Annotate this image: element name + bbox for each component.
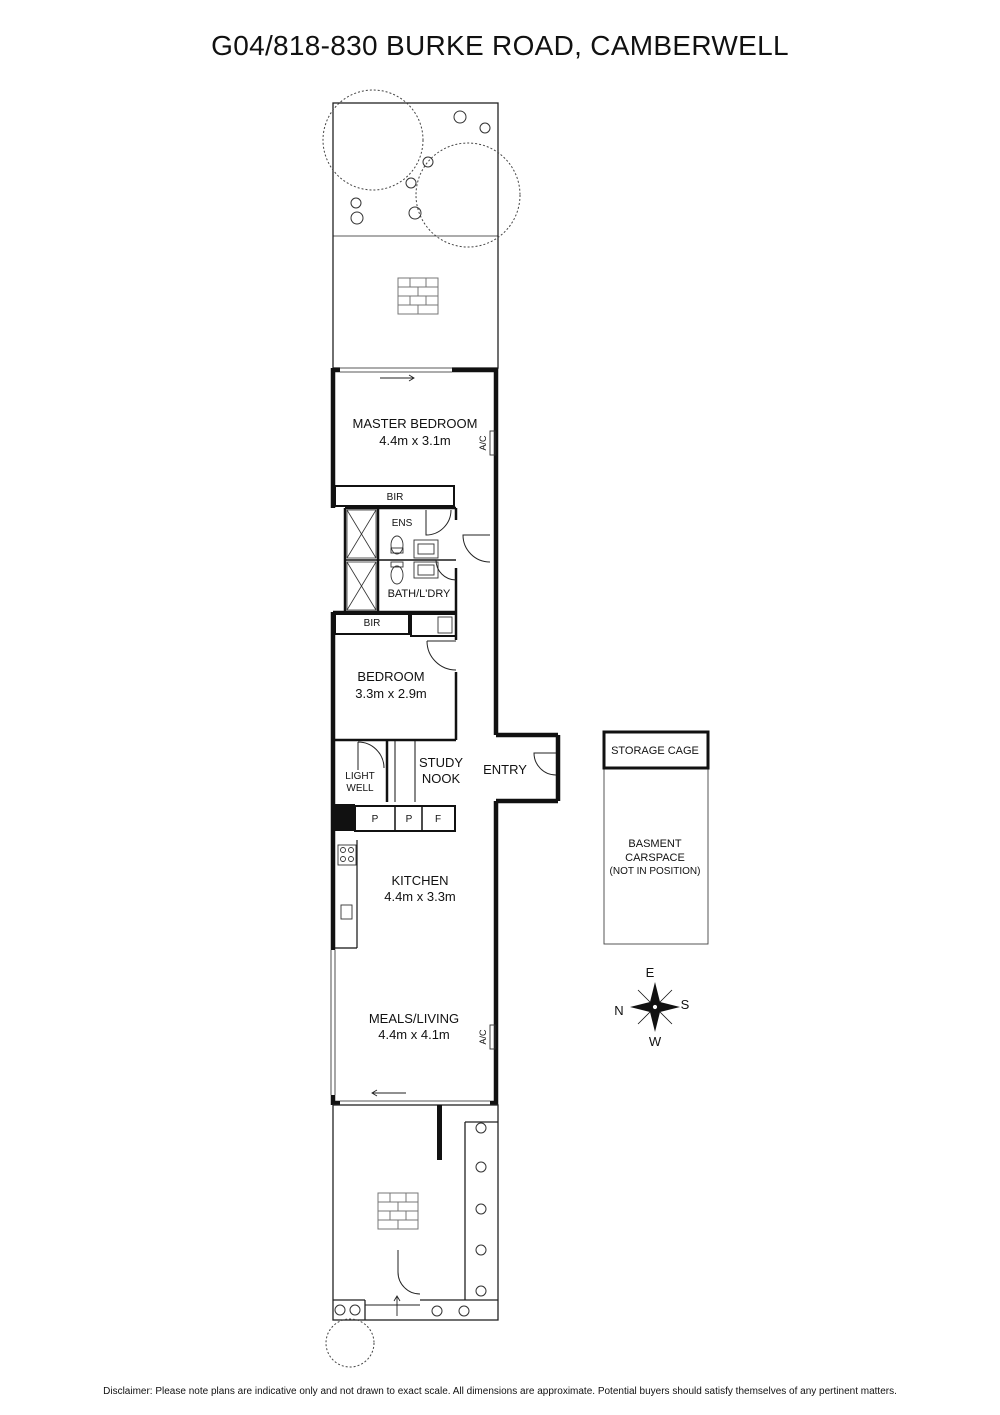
carspace-label-3: (NOT IN POSITION)	[609, 866, 701, 877]
carspace-label-1: BASMENT	[628, 838, 682, 850]
column-block	[331, 804, 355, 831]
ac-label-1: A/C	[478, 435, 488, 451]
cooktop-icon	[338, 845, 356, 865]
study-nook-label-2: NOOK	[421, 771, 461, 786]
page-title: G04/818-830 BURKE ROAD, CAMBERWELL	[211, 30, 789, 61]
garden-plant-icons	[351, 111, 490, 224]
disclaimer-text: Disclaimer: Please note plans are indicative only and not drawn to exact scale. All dimensions are approximate. Potential buyers should satisfy themselves of any pertinent matters.	[103, 1386, 897, 1397]
compass-rose-icon	[630, 982, 680, 1032]
bedroom-label: BEDROOM	[357, 669, 425, 684]
meals-living-label: MEALS/LIVING	[368, 1011, 460, 1026]
paving-icon-bottom	[378, 1193, 418, 1229]
ac-label-2: A/C	[478, 1029, 488, 1045]
fridge-label: F	[434, 814, 442, 825]
bedroom-size: 3.3m x 2.9m	[355, 686, 427, 701]
compass-west-label: W	[648, 1034, 662, 1049]
top-courtyard	[333, 103, 498, 368]
study-nook-label-1: STUDY	[418, 755, 464, 770]
pantry-label-2: P	[405, 814, 413, 825]
light-well-label-1: LIGHT	[345, 771, 375, 782]
sliding-door-arrow-icon	[372, 375, 414, 1096]
kitchen-label: KITCHEN	[391, 873, 449, 888]
compass-east-label: E	[645, 965, 655, 980]
light-well-label-2: WELL	[346, 783, 374, 794]
master-bedroom-size: 4.4m x 3.1m	[379, 433, 451, 448]
paving-icon	[398, 278, 438, 314]
bottom-courtyard	[333, 1105, 498, 1320]
small-tree-icon	[326, 1319, 374, 1367]
tree-icon	[323, 90, 520, 247]
sink-icon	[341, 905, 352, 919]
wall-stub	[437, 1105, 442, 1160]
master-bedroom-label: MASTER BEDROOM	[352, 416, 478, 431]
bath-laundry-label: BATH/L'DRY	[387, 588, 451, 600]
basin-icon	[414, 540, 452, 633]
bir-label-1: BIR	[386, 492, 404, 503]
exterior-walls	[333, 368, 558, 1105]
gate-arrow-icon	[394, 1296, 400, 1316]
compass-north-label: N	[614, 1003, 624, 1018]
compass-south-label: S	[680, 997, 690, 1012]
pantry-label-1: P	[371, 814, 379, 825]
storage-cage-label: STORAGE CAGE	[611, 745, 699, 757]
bir-label-2: BIR	[363, 618, 381, 629]
window-openings	[330, 367, 490, 1106]
carspace-label-2: CARSPACE	[625, 852, 685, 864]
kitchen-size: 4.4m x 3.3m	[384, 889, 456, 904]
ens-label: ENS	[391, 518, 413, 529]
entry-label: ENTRY	[483, 762, 527, 777]
meals-living-size: 4.4m x 4.1m	[378, 1027, 450, 1042]
